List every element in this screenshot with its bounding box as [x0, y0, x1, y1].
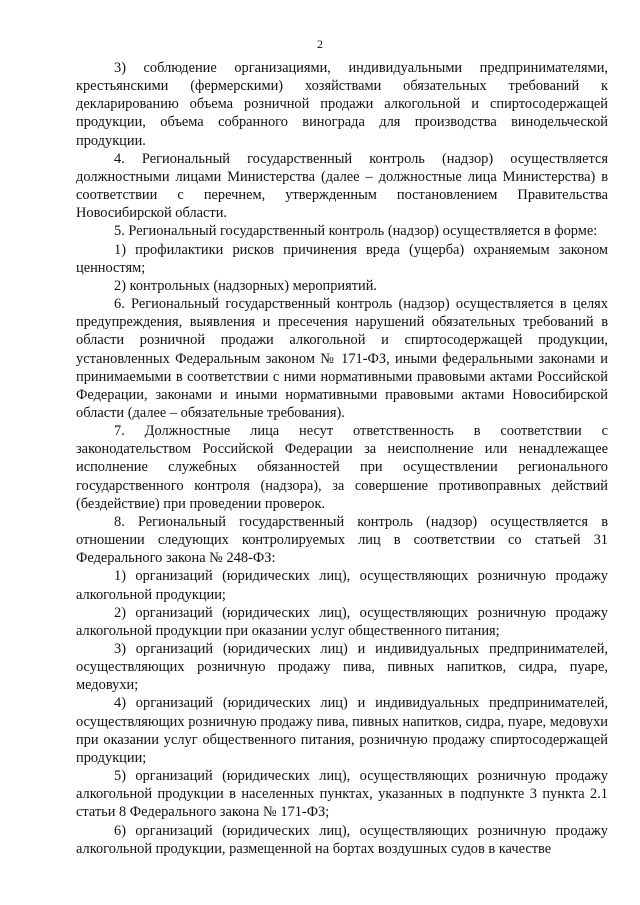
- paragraph-8-item-4: 4) организаций (юридических лиц) и индивидуальных предпринимателей, осуществляющих розничную продажу пива, пивных напитков, сидра, пуаре, медовухи при оказании услуг общественного питания, розничную продажу спиртосодержащей продукции;: [76, 695, 608, 766]
- paragraph-4-officials: 4. Региональный государственный контроль (надзор) осуществляется должностными лицами Министерства (далее – должностные лица Министерства) в соответствии с перечнем, утвержденным постановлением Правительства Новосибирской области.: [76, 150, 608, 222]
- paragraph-5-item-2: 2) контрольных (надзорных) мероприятий.: [114, 277, 378, 294]
- document-body: [76, 59, 608, 858]
- paragraph-7-responsibility: 7. Должностные лица несут ответственность в соответствии с законодательством Российской Федерации за неисполнение или ненадлежащее исполнение служебных обязанностей при осуществлении регионального государственного контроля (надзора), за совершение противоправных действий (бездействие) при проведении проверок.: [76, 423, 608, 512]
- paragraph-5-forms: 5. Региональный государственный контроль (надзор) осуществляется в форме:: [114, 223, 598, 240]
- paragraph-8-item-3: 3) организаций (юридических лиц) и индивидуальных предпринимателей, осуществляющих розничную продажу пива, пивных напитков, сидра, пуаре, медовухи;: [76, 641, 608, 694]
- paragraph-8-item-6: 6) организаций (юридических лиц), осуществляющих розничную продажу алкогольной продукции, размещенной на бортах воздушных судов в качестве: [76, 822, 608, 857]
- paragraph-8-controlled-persons: 8. Региональный государственный контроль (надзор) осуществляется в отношении следующих контролируемых лиц в соответствии со статьей 31 Федерального закона № 248-ФЗ:: [76, 513, 608, 567]
- paragraph-8-item-1: 1) организаций (юридических лиц), осуществляющих розничную продажу алкогольной продукции;: [76, 568, 608, 603]
- page-number: 2: [317, 37, 323, 51]
- paragraph-item-3-declaration: 3) соблюдение организациями, индивидуальными предпринимателями, крестьянскими (фермерскими) хозяйствами обязательных требований к декларированию объема розничной продажи алкогольной и спиртосодержащей продукции, объема собранного винограда для производства винодельческой продукции.: [76, 60, 608, 149]
- paragraph-5-item-1: 1) профилактики рисков причинения вреда (ущерба) охраняемым законом ценностям;: [76, 241, 608, 276]
- paragraph-6-goals: 6. Региональный государственный контроль (надзор) осуществляется в целях предупреждения, выявления и пресечения нарушений обязательных требований в области розничной продажи алкогольной и спиртосодержащей продукции, установленных Федеральным законом № 171-ФЗ, иными федеральными законами и принимаемыми в соответствии с ними нормативными правовыми актами Российской Федерации, законами и иными нормативными правовыми актами Новосибирской области (далее – обязательные требования).: [76, 296, 608, 421]
- paragraph-8-item-2: 2) организаций (юридических лиц), осуществляющих розничную продажу алкогольной продукции при оказании услуг общественного питания;: [76, 604, 608, 639]
- paragraph-8-item-5: 5) организаций (юридических лиц), осуществляющих розничную продажу алкогольной продукции в населенных пунктах, указанных в подпункте 3 пункта 2.1 статьи 8 Федерального закона № 171-ФЗ;: [76, 768, 608, 821]
